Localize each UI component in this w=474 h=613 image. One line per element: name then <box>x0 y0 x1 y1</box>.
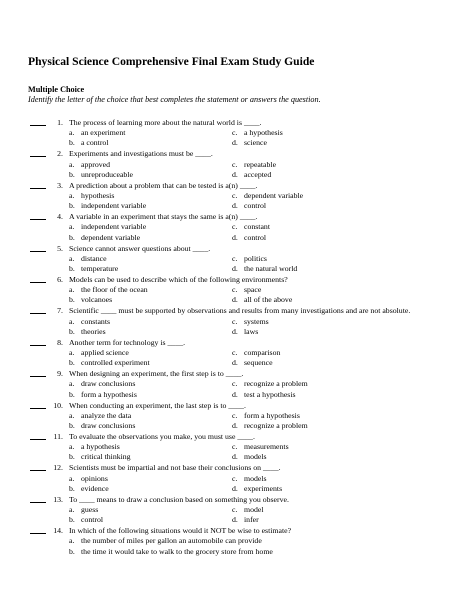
option-letter: c. <box>232 253 238 263</box>
answer-option <box>69 191 114 201</box>
option-letter: a. <box>69 536 75 546</box>
answer-blank[interactable] <box>30 463 46 471</box>
answer-option <box>69 254 107 264</box>
option-text: measurements <box>244 442 289 452</box>
question-item <box>0 212 474 242</box>
answer-option <box>69 264 118 274</box>
answer-option <box>69 285 148 295</box>
option-letter: a. <box>69 442 75 452</box>
option-letter: c. <box>232 128 238 138</box>
question-item <box>0 526 474 556</box>
answer-option <box>232 484 282 494</box>
answer-option <box>69 222 146 232</box>
answer-blank[interactable] <box>30 275 46 283</box>
option-text: temperature <box>81 263 119 273</box>
option-letter: d. <box>232 515 238 525</box>
answer-blank[interactable] <box>30 369 46 377</box>
option-text: models <box>244 452 267 462</box>
option-text: opinions <box>81 473 108 483</box>
option-text: recognize a problem <box>244 379 308 389</box>
option-letter: a. <box>69 316 75 326</box>
option-text: draw conclusions <box>81 420 136 430</box>
option-text: experiments <box>244 483 283 493</box>
option-text: infer <box>244 515 259 525</box>
answer-blank[interactable] <box>30 401 46 409</box>
option-letter: b. <box>69 138 75 148</box>
question-number: 3. <box>57 180 63 190</box>
option-letter: c. <box>232 379 238 389</box>
option-text: an experiment <box>81 128 126 138</box>
option-letter: c. <box>232 442 238 452</box>
option-letter: d. <box>232 358 238 368</box>
answer-blank[interactable] <box>30 181 46 189</box>
option-letter: b. <box>69 515 75 525</box>
answer-option <box>232 295 292 305</box>
question-item <box>0 275 474 305</box>
answer-option <box>232 358 273 368</box>
option-text: all of the above <box>244 295 293 305</box>
question-number: 10. <box>53 400 63 410</box>
option-letter: d. <box>232 138 238 148</box>
question-item <box>0 463 474 493</box>
question-text: A variable in an experiment that stays the same is a(n) ____. <box>69 212 258 222</box>
answer-blank[interactable] <box>30 118 46 126</box>
option-text: model <box>244 504 264 514</box>
question-item <box>0 118 474 148</box>
question-text: A prediction about a problem that can be tested is a(n) ____. <box>69 180 258 190</box>
answer-option <box>232 411 300 421</box>
answer-option <box>232 222 270 232</box>
answer-option <box>69 442 120 452</box>
answer-option <box>69 515 103 525</box>
question-number: 2. <box>57 149 63 159</box>
question-item <box>0 432 474 462</box>
question-number: 11. <box>53 432 63 441</box>
option-letter: c. <box>232 222 238 232</box>
option-letter: b. <box>69 546 75 556</box>
question-text: When conducting an experiment, the last step is to ____. <box>69 400 246 410</box>
answer-option <box>232 379 308 389</box>
option-text: controlled experiment <box>81 358 150 368</box>
answer-option <box>69 128 125 138</box>
answer-option <box>69 505 98 515</box>
option-letter: b. <box>69 295 75 305</box>
option-text: draw conclusions <box>81 379 136 389</box>
question-item <box>0 244 474 274</box>
question-text: The process of learning more about the natural world is ____. <box>69 118 262 127</box>
answer-option <box>232 474 267 484</box>
option-text: systems <box>244 316 269 326</box>
option-letter: b. <box>69 201 75 211</box>
option-text: approved <box>81 159 111 169</box>
answer-option <box>69 317 110 327</box>
question-text: Models can be used to describe which of the following environments? <box>69 275 288 284</box>
option-text: the time it would take to walk to the grocery store from home <box>81 546 273 556</box>
option-letter: c. <box>232 473 238 483</box>
option-text: science <box>244 138 267 148</box>
question-number: 7. <box>57 306 63 316</box>
option-text: dependent variable <box>81 232 141 242</box>
question-item <box>0 495 474 525</box>
option-letter: d. <box>232 201 238 211</box>
answer-option <box>232 390 296 400</box>
question-number: 4. <box>57 212 63 222</box>
question-number: 9. <box>57 369 63 379</box>
question-text: When designing an experiment, the first step is to ____. <box>69 369 244 379</box>
option-text: constant <box>244 222 270 232</box>
question-item <box>0 369 474 399</box>
question-number: 8. <box>57 337 63 347</box>
answer-option <box>69 295 112 305</box>
option-text: evidence <box>81 483 109 493</box>
answer-option <box>69 170 133 180</box>
question-item <box>0 181 474 211</box>
question-text: To ____ means to draw a conclusion based on something you observe. <box>69 494 289 504</box>
answer-option <box>232 452 267 462</box>
option-letter: d. <box>232 326 238 336</box>
option-letter: b. <box>69 263 75 273</box>
question-text: To evaluate the observations you make, you must use ____. <box>69 432 255 441</box>
answer-option <box>232 233 266 243</box>
answer-option <box>69 379 135 389</box>
option-text: recognize a problem <box>244 420 308 430</box>
option-text: constants <box>81 316 111 326</box>
option-letter: b. <box>69 326 75 336</box>
answer-option <box>232 201 266 211</box>
option-text: the number of miles per gallon an automobile can provide <box>81 536 262 546</box>
answer-option <box>69 411 131 421</box>
question-text: Scientists must be impartial and not base their conclusions on ____. <box>69 463 281 473</box>
answer-option <box>232 327 258 337</box>
option-letter: a. <box>69 347 75 357</box>
option-letter: d. <box>232 295 238 305</box>
option-letter: b. <box>69 389 75 399</box>
option-text: analyze the data <box>81 410 132 420</box>
question-item <box>0 149 474 179</box>
option-letter: d. <box>232 420 238 430</box>
option-text: the natural world <box>244 263 298 273</box>
answer-option <box>69 536 262 546</box>
option-letter: b. <box>69 420 75 430</box>
question-number: 6. <box>57 275 63 284</box>
option-text: independent variable <box>81 201 147 211</box>
answer-blank[interactable] <box>30 306 46 314</box>
option-text: accepted <box>244 169 272 179</box>
option-letter: c. <box>232 159 238 169</box>
option-text: critical thinking <box>81 452 131 462</box>
answer-option <box>232 348 280 358</box>
option-text: sequence <box>244 358 273 368</box>
question-number: 12. <box>53 463 63 473</box>
option-letter: b. <box>69 169 75 179</box>
option-text: volcanoes <box>81 295 113 305</box>
option-letter: a. <box>69 504 75 514</box>
option-letter: d. <box>232 169 238 179</box>
question-text: Experiments and investigations must be ____. <box>69 149 213 159</box>
answer-option <box>69 327 106 337</box>
answer-option <box>69 138 109 148</box>
option-letter: d. <box>232 483 238 493</box>
option-letter: c. <box>232 316 238 326</box>
answer-blank[interactable] <box>30 338 46 346</box>
option-text: form a hypothesis <box>81 389 137 399</box>
option-text: laws <box>244 326 259 336</box>
option-text: a hypothesis <box>81 442 120 452</box>
section-heading: Multiple Choice <box>28 85 85 94</box>
option-text: control <box>81 515 104 525</box>
question-number: 13. <box>53 494 63 504</box>
answer-option <box>232 421 308 431</box>
option-letter: a. <box>69 159 75 169</box>
answer-blank[interactable] <box>30 244 46 252</box>
answer-blank[interactable] <box>30 212 46 220</box>
option-text: space <box>244 285 262 295</box>
answer-option <box>69 390 137 400</box>
option-text: control <box>244 232 267 242</box>
option-letter: d. <box>232 389 238 399</box>
option-text: theories <box>81 326 106 336</box>
option-text: form a hypothesis <box>244 410 300 420</box>
answer-option <box>232 505 264 515</box>
answer-option <box>69 201 146 211</box>
option-text: politics <box>244 253 267 263</box>
option-text: comparison <box>244 347 281 357</box>
question-number: 1. <box>57 118 63 127</box>
answer-option <box>232 160 276 170</box>
answer-option <box>69 421 135 431</box>
option-letter: b. <box>69 358 75 368</box>
answer-option <box>69 452 131 462</box>
answer-blank[interactable] <box>30 526 46 534</box>
option-letter: c. <box>232 347 238 357</box>
question-item <box>0 306 474 336</box>
instructions: Identify the letter of the choice that best completes the statement or answers the question. <box>28 95 321 104</box>
question-number: 5. <box>57 243 63 253</box>
option-letter: c. <box>232 504 238 514</box>
option-letter: c. <box>232 285 238 295</box>
answer-option <box>69 233 140 243</box>
option-letter: a. <box>69 128 75 138</box>
answer-option <box>232 515 259 525</box>
question-text: Scientific ____ must be supported by observations and results from many investigations and are not absolute. <box>69 306 411 316</box>
option-text: distance <box>81 253 107 263</box>
answer-option <box>232 254 267 264</box>
option-text: the floor of the ocean <box>81 285 148 295</box>
option-text: models <box>244 473 267 483</box>
option-text: a control <box>81 138 109 148</box>
option-text: hypothesis <box>81 190 115 200</box>
option-text: repeatable <box>244 159 277 169</box>
answer-option <box>232 442 289 452</box>
option-text: dependent variable <box>244 190 304 200</box>
answer-option <box>232 264 297 274</box>
answer-blank[interactable] <box>30 495 46 503</box>
question-text: Another term for technology is ____. <box>69 337 186 347</box>
option-text: applied science <box>81 347 129 357</box>
answer-option <box>232 191 303 201</box>
option-letter: a. <box>69 253 75 263</box>
answer-option <box>69 474 108 484</box>
answer-option <box>232 317 269 327</box>
answer-option <box>69 348 129 358</box>
option-text: a hypothesis <box>244 128 283 138</box>
question-item <box>0 401 474 431</box>
answer-option <box>232 285 261 295</box>
option-letter: b. <box>69 483 75 493</box>
answer-blank[interactable] <box>30 432 46 440</box>
answer-option <box>232 138 267 148</box>
answer-option <box>232 128 283 138</box>
page-title: Physical Science Comprehensive Final Exam Study Guide <box>28 55 315 68</box>
option-letter: c. <box>232 410 238 420</box>
answer-option <box>69 547 273 557</box>
option-letter: d. <box>232 232 238 242</box>
option-letter: a. <box>69 285 75 295</box>
answer-blank[interactable] <box>30 149 46 157</box>
option-letter: d. <box>232 263 238 273</box>
answer-option <box>232 170 271 180</box>
option-letter: a. <box>69 379 75 389</box>
question-text: In which of the following situations would it NOT be wise to estimate? <box>69 526 292 536</box>
question-item <box>0 338 474 368</box>
option-letter: a. <box>69 473 75 483</box>
option-text: independent variable <box>81 222 147 232</box>
option-letter: a. <box>69 190 75 200</box>
answer-option <box>69 484 109 494</box>
option-text: control <box>244 201 267 211</box>
option-letter: a. <box>69 222 75 232</box>
option-letter: b. <box>69 452 75 462</box>
option-text: test a hypothesis <box>244 389 296 399</box>
option-letter: a. <box>69 410 75 420</box>
option-text: unreproduceable <box>81 169 133 179</box>
question-text: Science cannot answer questions about ____. <box>69 243 211 253</box>
answer-option <box>69 160 110 170</box>
answer-option <box>69 358 150 368</box>
option-letter: d. <box>232 452 238 462</box>
option-letter: b. <box>69 232 75 242</box>
option-letter: c. <box>232 190 238 200</box>
option-text: guess <box>81 504 99 514</box>
question-number: 14. <box>53 526 63 536</box>
